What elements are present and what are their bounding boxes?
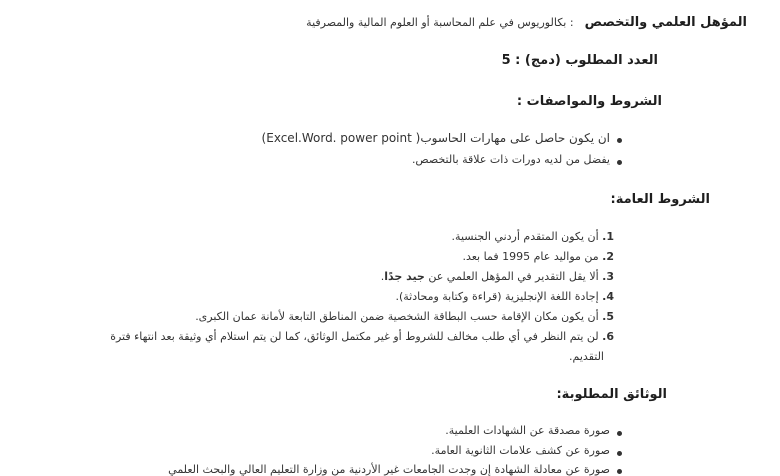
general-item (381, 270, 614, 283)
documents-heading: الوثائق المطلوبة: (556, 387, 667, 402)
item-text: ألا يقل التقدير في المؤهل العلمي عن (424, 270, 599, 283)
general-item (452, 230, 614, 243)
general-item-continuation: التقديم. (569, 350, 604, 363)
item-number: 5. (602, 310, 614, 323)
general-item (395, 290, 614, 303)
general-item (462, 250, 614, 263)
item-text: . (380, 270, 385, 283)
documents-item: صورة عن معادلة الشهادة إن وجدت الجامعات غير الأردنية من وزارة التعليم العالي والبحث العلمي (168, 463, 610, 476)
item-text: أن يكون المتقدم أردني الجنسية. (451, 230, 599, 243)
item-number: 1. (602, 230, 614, 243)
item-number: 4. (602, 290, 614, 303)
item-number: 6. (602, 330, 614, 343)
item-number: 3. (602, 270, 614, 283)
qualification-value: : بكالوريوس في علم المحاسبة أو العلوم المالية والمصرفية (306, 16, 574, 29)
item-text-emphasis: جيد جدًا (384, 270, 425, 283)
general-item (110, 330, 614, 343)
required-count: العدد المطلوب (دمج) : 5 (501, 53, 658, 68)
bullet-icon (617, 160, 622, 165)
bullet-icon (617, 138, 622, 143)
item-text: أن يكون مكان الإقامة حسب البطاقة الشخصية ضمن المناطق التابعة لأمانة عمان الكبرى. (195, 310, 599, 323)
conditions-heading: الشروط والمواصفات : (516, 94, 662, 109)
item-text: من مواليد عام 1995 فما بعد. (462, 250, 599, 263)
bullet-icon (617, 431, 622, 436)
item-text: لن يتم النظر في أي طلب مخالف للشروط أو غير مكتمل الوثائق، كما لن يتم استلام أي وثيقة بعد انتهاء فترة (110, 330, 599, 343)
qualification-label: المؤهل العلمي والتخصص (584, 15, 747, 30)
general-item (195, 310, 614, 323)
conditions-item: ان يكون حاصل على مهارات الحاسوب( Excel.Word. power point) (261, 131, 610, 145)
item-text: إجادة اللغة الإنجليزية (قراءة وكتابة ومحادثة). (395, 290, 599, 303)
bullet-icon (617, 451, 622, 456)
documents-item: صورة عن كشف علامات الثانوية العامة. (431, 444, 610, 457)
conditions-item: يفضل من لديه دورات ذات علاقة بالتخصص. (411, 153, 610, 166)
documents-item: صورة مصدقة عن الشهادات العلمية. (445, 424, 610, 437)
general-heading: الشروط العامة: (610, 192, 710, 207)
item-number: 2. (602, 250, 614, 263)
qualification-row (306, 11, 747, 30)
